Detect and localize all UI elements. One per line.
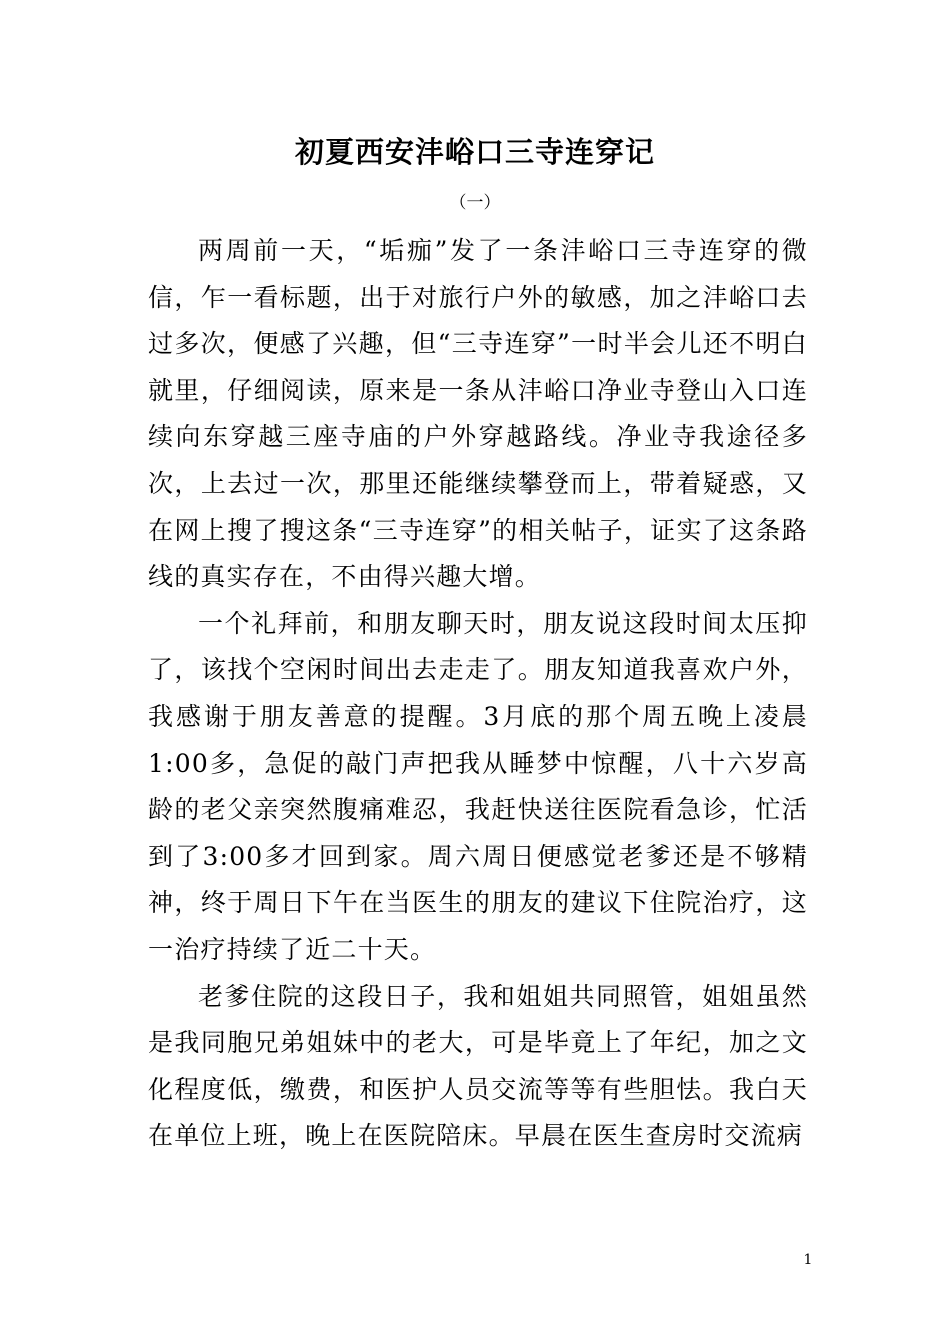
paragraph: 两周前一天，“垢痂”发了一条沣峪口三寺连穿的微信，乍一看标题，出于对旅行户外的敏感，加之沣峪口去过多次，便感了兴趣，但“三寺连穿”一时半会儿还不明白就里，仔细阅读，原来是一条从沣峪口净业寺登山入口连续向东穿越三座寺庙的户外穿越路线。净业寺我途径多次，上去过一次，那里还能继续攀登而上，带着疑惑，又在网上搜了搜这条“三寺连穿”的相关帖子，证实了这条路线的真实存在，不由得兴趣大增。 bbox=[148, 236, 808, 592]
paragraph: 一个礼拜前，和朋友聊天时，朋友说这段时间太压抑了，该找个空闲时间出去走走了。朋友知道我喜欢户外，我感谢于朋友善意的提醒。3月底的那个周五晚上凌晨1:00多，急促的敲门声把我从睡梦中惊醒，八十六岁高龄的老父亲突然腹痛难忍，我赶快送往医院看急诊，忙活到了3:00多才回到家。周六周日便感觉老爹还是不够精神，终于周日下午在当医生的朋友的建议下住院治疗，这一治疗持续了近二十天。 bbox=[148, 608, 808, 964]
paragraph: 老爹住院的这段日子，我和姐姐共同照管，姐姐虽然是我同胞兄弟姐妹中的老大，可是毕竟上了年纪，加之文化程度低，缴费，和医护人员交流等等有些胆怯。我白天在单位上班，晚上在医院陪床。早晨在医生查房时交流病 bbox=[148, 981, 808, 1151]
section-number: （一） bbox=[449, 193, 501, 213]
document-title: 初夏西安沣峪口三寺连穿记 bbox=[294, 135, 655, 169]
page-number: 1 bbox=[803, 1252, 813, 1268]
document-body bbox=[148, 228, 808, 1160]
